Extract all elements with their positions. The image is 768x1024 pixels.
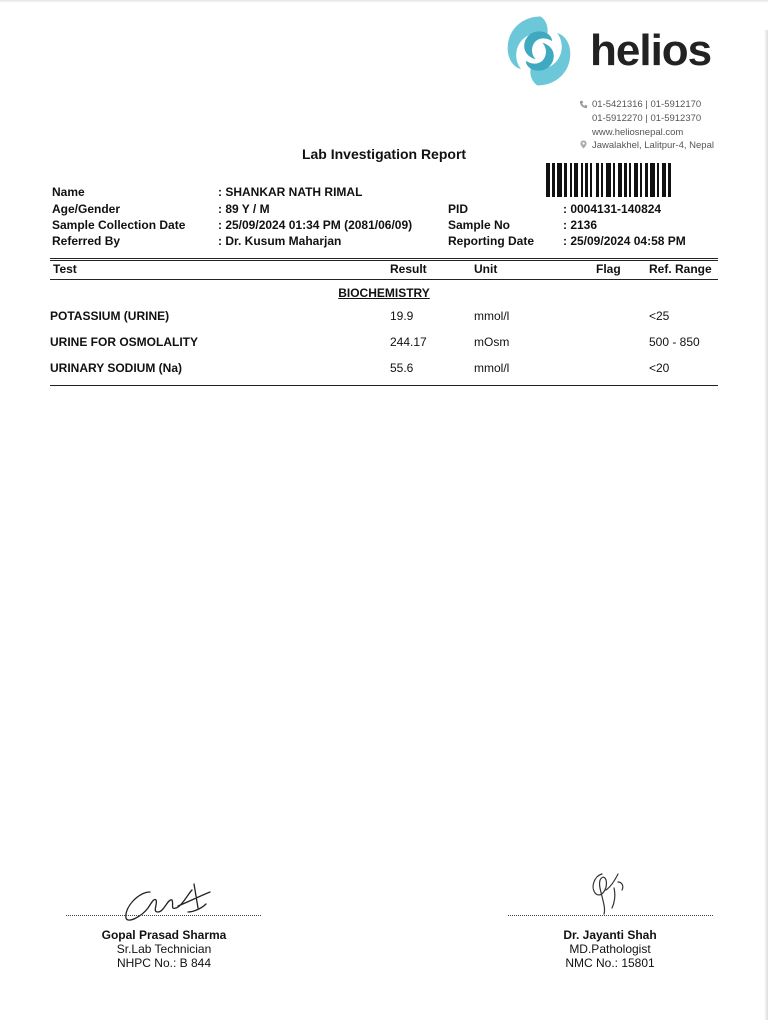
signatory-left-reg: NHPC No.: B 844 (116, 956, 212, 970)
signatory-left-role: Sr.Lab Technician (116, 942, 212, 956)
barcode-bar (574, 163, 578, 197)
helios-logo-mark (498, 10, 580, 92)
pid-value: : 0004131-140824 (563, 202, 662, 216)
row-unit: mOsm (474, 335, 510, 349)
barcode-bar (557, 163, 562, 197)
barcode-bar (546, 163, 550, 197)
scan-edge-right (764, 30, 768, 1020)
reporting-date-label: Reporting Date (448, 234, 535, 248)
age-gender-label: Age/Gender (52, 202, 121, 216)
row-unit: mmol/l (474, 309, 510, 323)
signature-right (584, 868, 630, 918)
reporting-date-value: : 25/09/2024 04:58 PM (563, 234, 686, 248)
row-unit: mmol/l (474, 361, 510, 375)
sample-no-label: Sample No (448, 218, 511, 232)
row-result: 244.17 (390, 335, 427, 349)
barcode-bar (657, 163, 659, 197)
helios-logo (498, 10, 728, 90)
barcode-bar (596, 163, 599, 197)
barcode-bar (581, 163, 583, 197)
column-unit: Unit (474, 262, 498, 276)
row-ref-range: 500 - 850 (649, 335, 700, 349)
website: www.heliosnepal.com (592, 127, 684, 138)
row-result: 55.6 (390, 361, 414, 375)
table-bottom-rule (50, 385, 718, 386)
age-gender-value: : 89 Y / M (218, 202, 270, 216)
signatory-right-name: Dr. Jayanti Shah (563, 928, 657, 942)
barcode-bar (662, 163, 666, 197)
phone-icon (579, 100, 588, 109)
barcode-bar (624, 163, 627, 197)
signature-line-right (508, 915, 713, 916)
barcode-bar (640, 163, 642, 197)
barcode-bar (606, 163, 611, 197)
barcode-bar (585, 163, 588, 197)
table-top-rule (50, 258, 718, 259)
column-result: Result (390, 262, 427, 276)
collection-date-label: Sample Collection Date (52, 218, 186, 232)
phone-line-2: 01-5912270 | 01-5912370 (592, 113, 702, 124)
report-title: Lab Investigation Report (301, 146, 467, 162)
table-header-rule (50, 279, 718, 280)
sample-no-value: : 2136 (563, 218, 598, 232)
signatory-left-name: Gopal Prasad Sharma (101, 928, 227, 942)
barcode-bar (668, 163, 671, 197)
row-test: URINE FOR OSMOLALITY (50, 335, 198, 349)
table-top-rule-2 (50, 260, 718, 261)
referred-by-value: : Dr. Kusum Maharjan (218, 234, 342, 248)
section-biochemistry (0, 286, 768, 300)
name-value: : SHANKAR NATH RIMAL (218, 185, 363, 199)
column-ref-range: Ref. Range (649, 262, 712, 276)
phone-line-1: 01-5421316 | 01-5912170 (592, 99, 702, 110)
barcode (546, 163, 716, 197)
signatory-right-role: MD.Pathologist (569, 942, 651, 956)
pid-label: PID (448, 202, 469, 216)
row-test: URINARY SODIUM (Na) (50, 361, 183, 375)
barcode-bar (590, 163, 592, 197)
barcode-bar (618, 163, 622, 197)
barcode-bar (570, 163, 572, 197)
helios-logo-text: helios (590, 26, 712, 75)
barcode-bar (650, 163, 655, 197)
barcode-bar (564, 163, 567, 197)
barcode-bar (613, 163, 615, 197)
signature-left (118, 878, 213, 924)
signature-line-left (66, 915, 261, 916)
section-title-text: BIOCHEMISTRY (338, 286, 430, 300)
barcode-bar (634, 163, 638, 197)
row-result: 19.9 (390, 309, 414, 323)
barcode-bar (601, 163, 603, 197)
barcode-bar (645, 163, 648, 197)
column-flag: Flag (596, 262, 621, 276)
barcode-bar (552, 163, 555, 197)
row-ref-range: <20 (649, 361, 670, 375)
barcode-bar (629, 163, 631, 197)
row-test: POTASSIUM (URINE) (50, 309, 170, 323)
column-test: Test (53, 262, 77, 276)
row-ref-range: <25 (649, 309, 670, 323)
signatory-right-reg: NMC No.: 15801 (565, 956, 655, 970)
address: Jawalakhel, Lalitpur-4, Nepal (592, 140, 714, 151)
name-label: Name (52, 185, 85, 199)
referred-by-label: Referred By (52, 234, 121, 248)
scan-edge-top (0, 0, 768, 3)
collection-date-value: : 25/09/2024 01:34 PM (2081/06/09) (218, 218, 413, 232)
